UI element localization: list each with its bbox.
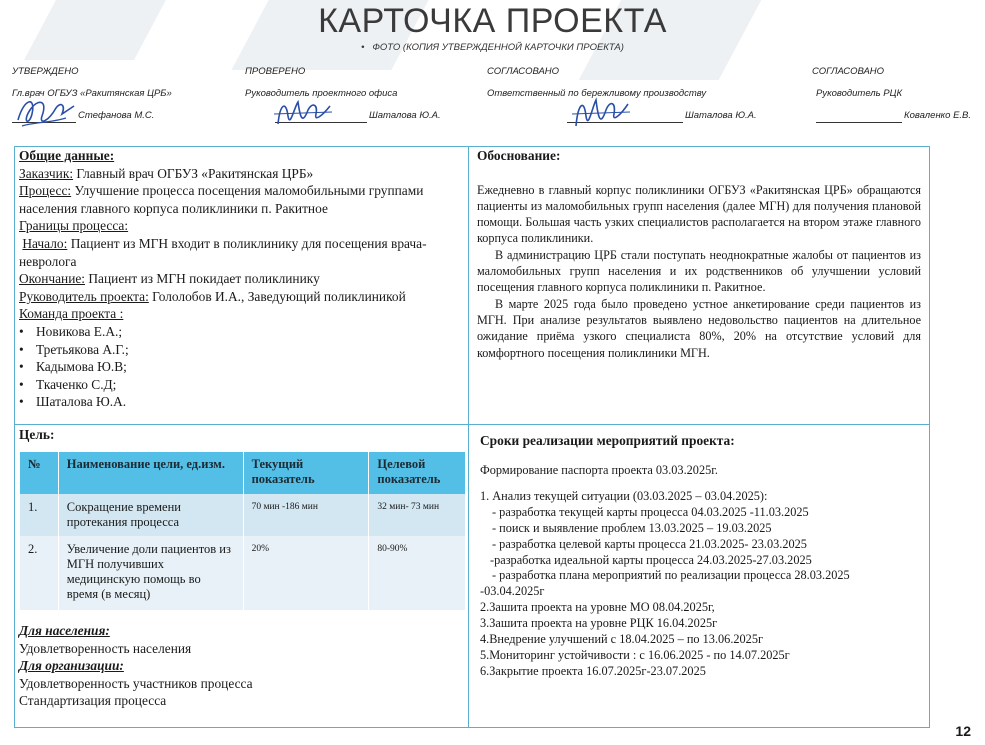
table-row [20,494,466,536]
approval-name: Шаталова Ю.А. [369,110,441,121]
goal-heading: Цель: [19,427,55,442]
rationale-paragraph: Ежедневно в главный корпус поликлиники ОГБУЗ «Ракитянская ЦРБ» обращаются пациенты из маломобильных групп населения (далее МГН) для получения плановой помощи. Большая часть узких специалистов располагается на втором этаже главного корпуса поликлиники. [477,182,921,246]
team-member: • Новикова Е.А.; [19,323,123,339]
rationale-paragraph: В марте 2025 года было проведено устное анкетирование среди пациентов из МГН. При анализе результатов выявлено недовольство пациентов на длительное ожидание приёма узкого специалиста 80%, 20% на отсутствие условий для комфортного посещения поликлиники МГН. [477,296,921,360]
schedule-item: -разработка идеальной карты процесса 24.03.2025-27.03.2025 [490,552,812,567]
page-number: 12 [955,723,971,739]
process-bounds-label: Границы процесса: [19,218,129,234]
goal-effects [19,622,459,710]
schedule-item: Формирование паспорта проекта 03.03.2025г. [480,463,718,477]
right-row-divider [468,424,930,425]
approval-name: Шаталова Ю.А. [685,110,757,121]
goal-name: Сокращение времени протекания процесса [58,494,243,536]
schedule-item: -03.04.2025г [480,584,545,599]
schedule-heading: Сроки реализации мероприятий проекта: [480,433,735,448]
project-lead-line: Руководитель проекта: Гололобов И.А., Заведующий поликлиникой [19,288,406,304]
population-value: Удовлетворенность населения [19,640,192,656]
signature-shatalova-2 [570,92,634,138]
rationale-heading: Обоснование: [477,148,561,163]
rationale-paragraph: В администрацию ЦРБ стали поступать неоднократные жалобы от пациентов из маломобильных групп населения и их родственников об улучшении условий посещения главного корпуса поликлиники п. Ракитное. [477,247,921,295]
approval-label: СОГЛАСОВАНО [812,66,885,77]
start-line: Начало: Пациент из МГН входит в поликлинику для посещения врача-невролога [19,235,427,269]
rationale-text [477,182,921,361]
organization-label: Для организации: [19,658,124,674]
schedule-item: - поиск и выявление проблем 13.03.2025 – 19.03.2025 [492,520,772,535]
col-current: Текущий показатель [243,452,369,494]
page-subtitle: • ФОТО (КОПИЯ УТВЕРЖДЕННОЙ КАРТОЧКИ ПРОЕКТА) [361,42,624,53]
goal-num: 2. [20,536,58,610]
approval-role: Руководитель проектного офиса [245,88,398,99]
schedule-list [480,463,920,680]
process-line: Процесс: Улучшение процесса посещения маломобильными группами населения главного корпуса поликлиники п. Ракитное [19,183,424,216]
col-goal-name: Наименование цели, ед.изм. [58,452,243,494]
approval-role: Гл.врач ОГБУЗ «Ракитянская ЦРБ» [12,88,172,99]
team-member: • Третьякова А.Г.; [19,341,129,357]
team-member: • Кадымова Ю.В; [19,359,127,375]
end-line: Окончание: Пациент из МГН покидает поликлинику [19,271,320,287]
schedule-item: 3.Зашита проекта на уровне РЦК 16.04.2025г [480,616,718,631]
approval-role: Руководитель РЦК [816,88,903,99]
approval-agreed-rck [812,66,982,136]
goal-name: Увеличение доли пациентов из МГН получивших медицинскую помощь во время (в месяц) [58,536,243,610]
team-member: • Ткаченко С.Д; [19,376,117,392]
goal-table-header [20,452,466,494]
goal-current: 70 мин -186 мин [243,494,369,536]
left-row-divider [14,424,468,425]
organization-value: Удовлетворенность участников процесса [19,675,253,691]
schedule-item: 6.Закрытие проекта 16.07.2025г-23.07.2025 [480,663,706,678]
population-label: Для населения: [19,623,110,638]
goal-target: 80-90% [369,536,466,610]
approval-label: ПРОВЕРЕНО [245,66,306,77]
goal-num: 1. [20,494,58,536]
customer-line: Заказчик: Главный врач ОГБУЗ «Ракитянская ЦРБ» [19,165,314,181]
page-title: КАРТОЧКА ПРОЕКТА [318,2,667,40]
approval-label: УТВЕРЖДЕНО [12,66,79,77]
team-member: • Шаталова Ю.А. [19,394,127,410]
signature-shatalova-1 [272,94,336,134]
col-target: Целевой показатель [369,452,466,494]
schedule-item: - разработка плана мероприятий по реализации процесса 28.03.2025 [492,568,850,583]
general-data-section [19,147,459,411]
approval-name: Коваленко Е.В. [904,110,972,121]
rationale-section [477,147,921,361]
general-data-heading: Общие данные: [19,148,115,163]
goal-current: 20% [243,536,369,610]
column-divider [468,146,469,728]
approval-name: Стефанова М.С. [78,110,155,121]
schedule-item: - разработка целевой карты процесса 21.03.2025- 23.03.2025 [492,536,807,551]
team-label: Команда проекта : [19,306,124,322]
approval-label: СОГЛАСОВАНО [487,66,560,77]
schedule-item: 2.Зашита проекта на уровне МО 08.04.2025г, [480,600,715,615]
schedule-item: 5.Мониторинг устойчивости : с 16.06.2025 - по 14.07.2025г [480,647,790,662]
schedule-item: 4.Внедрение улучшений с 18.04.2025 – по 13.06.2025г [480,632,764,647]
organization-value: Стандартизация процесса [19,693,167,709]
approval-role: Ответственный по бережливому производству [487,88,707,99]
col-num: № [20,452,58,494]
table-row [20,536,466,610]
signature-stefanova [14,92,82,132]
schedule-item: - разработка текущей карты процесса 04.03.2025 -11.03.2025 [492,504,809,519]
schedule-item: 1. Анализ текущей ситуации (03.03.2025 – 03.04.2025): [480,488,768,503]
goal-target: 32 мин- 73 мин [369,494,466,536]
goal-table [20,452,466,610]
